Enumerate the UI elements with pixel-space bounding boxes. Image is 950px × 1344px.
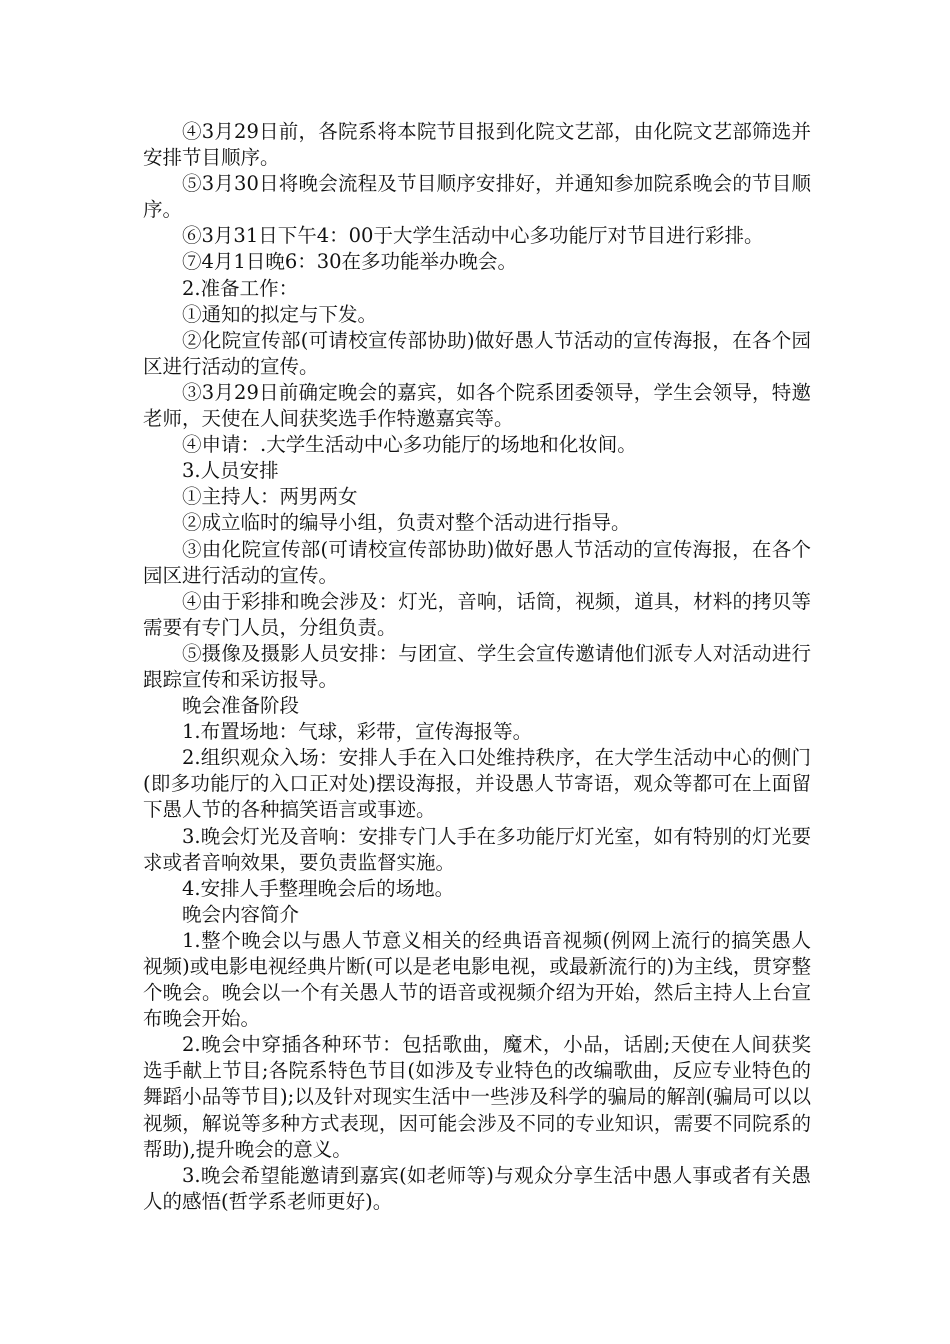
paragraph: ①通知的拟定与下发。	[182, 302, 378, 326]
section-heading: 晚会准备阶段	[182, 694, 300, 718]
section-heading: 3.人员安排	[182, 459, 279, 483]
paragraph: 1.布置场地：气球，彩带，宣传海报等。	[182, 720, 533, 744]
section-heading: 晚会内容简介	[182, 902, 300, 926]
paragraph: ⑤摄像及摄影人员安排：与团宣、学生会宣传邀请他们派专人对活动进行跟踪宣传和采访报导。	[143, 641, 811, 691]
document-body	[143, 119, 811, 1215]
paragraph: 2.组织观众入场：安排人手在入口处维持秩序，在大学生活动中心的侧门(即多功能厅的入口正对处)摆设海报，并设愚人节寄语，观众等都可在上面留下愚人节的各种搞笑语言或事迹。	[143, 746, 811, 822]
paragraph: ⑦4月1日晚6：30在多功能举办晚会。	[182, 250, 518, 274]
paragraph: ④3月29日前，各院系将本院节目报到化院文艺部，由化院文艺部筛选并安排节目顺序。	[143, 120, 811, 170]
paragraph: ②成立临时的编导小组，负责对整个活动进行指导。	[182, 511, 631, 535]
paragraph: ③3月29日前确定晚会的嘉宾，如各个院系团委领导，学生会领导，特邀老师，天使在人间获奖选手作特邀嘉宾等。	[143, 380, 811, 431]
paragraph: ④由于彩排和晚会涉及：灯光，音响，话筒，视频，道具，材料的拷贝等需要有专门人员，分组负责。	[143, 589, 811, 639]
paragraph: ④申请：.大学生活动中心多功能厅的场地和化妆间。	[182, 433, 637, 457]
section-heading: 2.准备工作：	[182, 276, 299, 300]
paragraph: 4.安排人手整理晚会后的场地。	[182, 876, 455, 900]
paragraph: 1.整个晚会以与愚人节意义相关的经典语音视频(例网上流行的搞笑愚人视频)或电影电视经典片断(可以是老电影电视，或最新流行的)为主线，贯穿整个晚会。晚会以一个有关愚人节的语音或视频介绍为开始，然后主持人上台宣布晚会开始。	[143, 928, 811, 1031]
paragraph: ⑥3月31日下午4：00于大学生活动中心多功能厅对节目进行彩排。	[182, 224, 764, 248]
paragraph: 2.晚会中穿插各种环节：包括歌曲，魔术，小品，话剧;天使在人间获奖选手献上节目;各院系特色节目(如涉及专业特色的改编歌曲，反应专业特色的舞蹈小品等节目);以及针对现实生活中一些涉及科学的骗局的解剖(骗局可以以视频，解说等多种方式表现，因可能会涉及不同的专业知识，需要不同院系的帮助),提升晚会的意义。	[143, 1033, 811, 1161]
paragraph: ②化院宣传部(可请校宣传部协助)做好愚人节活动的宣传海报，在各个园区进行活动的宣传。	[143, 328, 811, 378]
paragraph: ③由化院宣传部(可请校宣传部协助)做好愚人节活动的宣传海报，在各个园区进行活动的宣传。	[143, 537, 811, 587]
paragraph: 3.晚会希望能邀请到嘉宾(如老师等)与观众分享生活中愚人事或者有关愚人的感悟(哲学系老师更好)。	[143, 1163, 811, 1213]
paragraph: 3.晚会灯光及音响：安排专门人手在多功能厅灯光室，如有特别的灯光要求或者音响效果，要负责监督实施。	[143, 824, 811, 874]
paragraph: ⑤3月30日将晚会流程及节目顺序安排好，并通知参加院系晚会的节目顺序。	[143, 172, 811, 222]
paragraph: ①主持人：两男两女	[182, 485, 358, 509]
